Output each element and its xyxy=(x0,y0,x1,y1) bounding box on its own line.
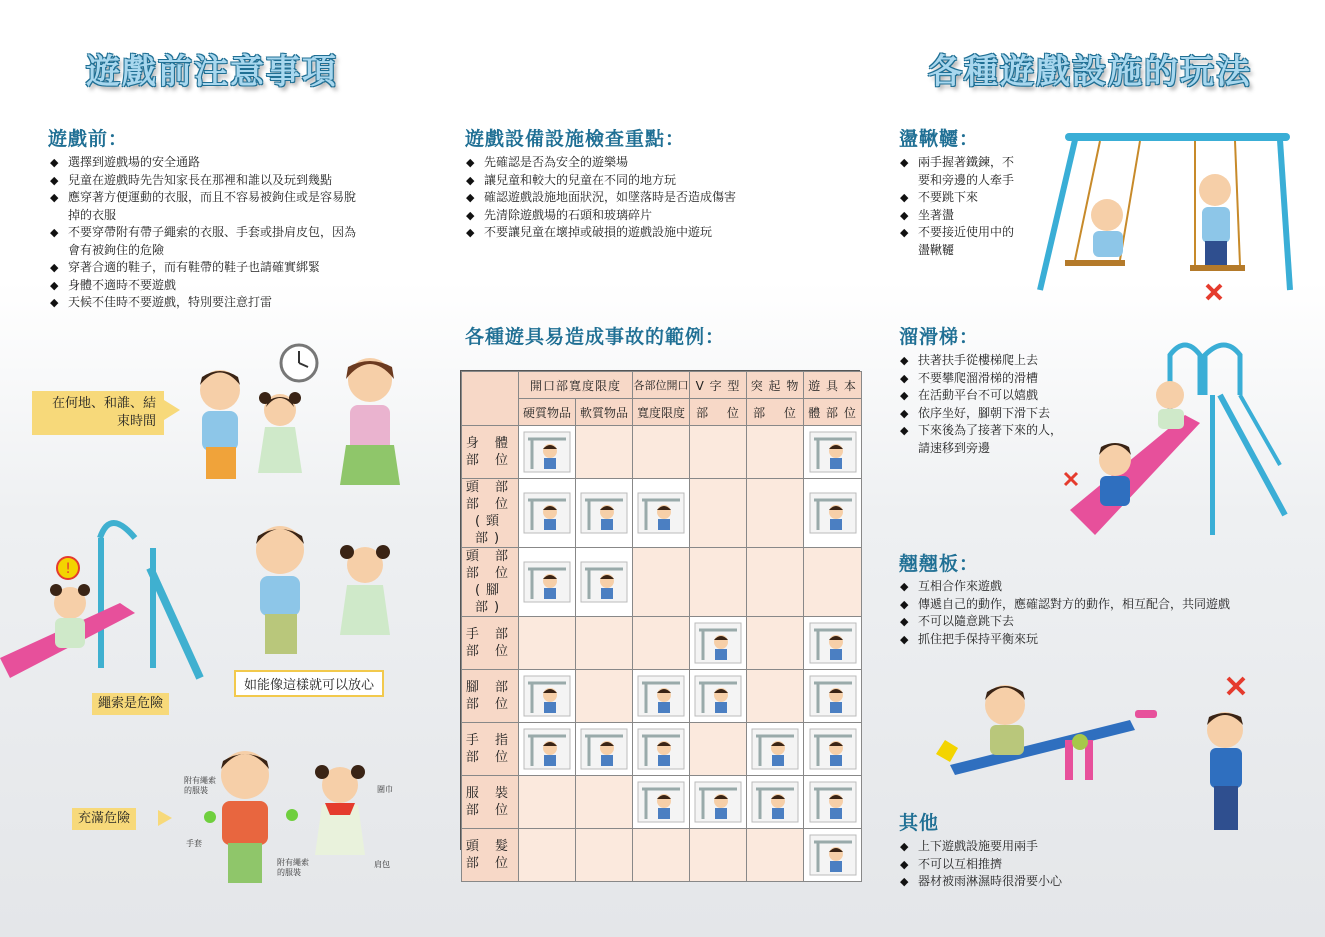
table-cell xyxy=(633,776,690,829)
table-cell xyxy=(519,548,576,617)
row-label-line: 腳 部 xyxy=(465,680,515,695)
table-cell xyxy=(747,548,804,617)
table-cell xyxy=(576,776,633,829)
table-row-header xyxy=(462,776,519,829)
col-body-bottom: 體 部 位 xyxy=(804,399,862,426)
row-label-line: 服 裝 xyxy=(465,786,515,801)
label-bag: 肩包 xyxy=(374,860,390,869)
col-body-top: 遊 具 本 xyxy=(804,372,862,399)
svg-text:!: ! xyxy=(65,561,71,577)
slide-item: ◆ 不要攀爬溜滑梯的滑槽 xyxy=(900,370,1080,388)
accident-example-icon xyxy=(808,429,858,475)
row-label-line: 手 指 xyxy=(465,733,515,748)
row-label-line: 身 體 xyxy=(465,436,515,451)
seesaw-item: ◆ 不可以隨意跳下去 xyxy=(900,613,1300,631)
before-play-list xyxy=(50,154,410,312)
accident-example-icon xyxy=(693,620,743,666)
inspection-item: ◆ 先確認是否為安全的遊樂場 xyxy=(466,154,846,172)
table-row-header xyxy=(462,548,519,617)
table-cell xyxy=(804,426,862,479)
label-scarf: 圍巾 xyxy=(377,785,393,794)
seesaw-heading: 翹翹板： xyxy=(899,553,980,575)
swing-heading: 盪鞦韆： xyxy=(899,128,980,150)
table-cell xyxy=(747,670,804,723)
swing-item: ◆ 不要接近使用中的 盪鞦韆 xyxy=(900,224,1040,259)
accident-example-icon xyxy=(522,726,572,772)
danger-callout xyxy=(72,808,136,830)
inspection-item: ◆ 讓兒童和較大的兒童在不同的地方玩 xyxy=(466,172,846,190)
table-cell xyxy=(519,776,576,829)
swing-list xyxy=(900,154,1040,259)
row-label-line: (腳部) xyxy=(474,583,506,615)
accident-example-icon xyxy=(808,832,858,878)
right-page-title: 各種遊戲設施的玩法 xyxy=(928,52,1252,92)
inspection-item: ◆ 先清除遊戲場的石頭和玻璃碎片 xyxy=(466,207,846,225)
table-cell xyxy=(804,670,862,723)
accident-example-icon xyxy=(636,779,686,825)
row-label-line: 部 位 xyxy=(465,750,515,765)
table-cell xyxy=(804,617,862,670)
before_play-item: ◆ 不要穿帶附有帶子繩索的衣服、手套或掛肩皮包，因為 會有被鉤住的危險 xyxy=(50,224,410,259)
table-cell xyxy=(519,426,576,479)
accident-example-icon xyxy=(693,779,743,825)
swing-item: ◆ 坐著盪 xyxy=(900,207,1040,225)
slide-heading: 溜滑梯： xyxy=(899,326,980,348)
accident-example-icon xyxy=(522,673,572,719)
accident-example-icon xyxy=(636,673,686,719)
table-cell xyxy=(519,829,576,882)
table-cell xyxy=(804,479,862,548)
row-label-line: 部 位 xyxy=(465,803,515,818)
ok-callout xyxy=(234,670,384,697)
table-cell xyxy=(804,723,862,776)
table-cell xyxy=(576,548,633,617)
accident-example-icon xyxy=(808,673,858,719)
row-label-line: 頭 部 xyxy=(465,549,515,564)
table-row-header xyxy=(462,479,519,548)
table-cell xyxy=(519,723,576,776)
table-cell xyxy=(519,479,576,548)
accident-example-icon xyxy=(750,726,800,772)
swing-item: ◆ 兩手握著鐵鍊，不 要和旁邊的人牽手 xyxy=(900,154,1040,189)
slide-item: ◆ 扶著扶手從樓梯爬上去 xyxy=(900,352,1080,370)
table-cell xyxy=(804,776,862,829)
table-cell xyxy=(690,723,747,776)
table-cell xyxy=(633,670,690,723)
col-hard: 硬質物品 xyxy=(519,399,576,426)
swing-item: ◆ 不要跳下來 xyxy=(900,189,1040,207)
row-label-line: (頸部) xyxy=(474,514,506,546)
table-cell xyxy=(747,776,804,829)
table-cell xyxy=(690,426,747,479)
table-cell xyxy=(690,617,747,670)
seesaw-item: ◆ 互相合作來遊戲 xyxy=(900,578,1300,596)
where-who-callout xyxy=(32,391,164,435)
other-list xyxy=(900,838,1200,891)
accident-example-icon xyxy=(636,490,686,536)
slide-item: ◆ 下來後為了接著下來的人， 請速移到旁邊 xyxy=(900,422,1080,457)
table-corner xyxy=(462,372,519,426)
col-v-top: V 字 型 xyxy=(690,372,747,399)
table-cell xyxy=(576,426,633,479)
row-label-line: 部 位 xyxy=(465,497,515,512)
table-cell xyxy=(519,670,576,723)
label-rope-clothes-1: 附有繩索 的服裝 xyxy=(184,776,216,795)
before_play-item: ◆ 身體不適時不要遊戲 xyxy=(50,277,410,295)
slide-item: ◆ 在活動平台不可以嬉戲 xyxy=(900,387,1080,405)
accident-example-icon xyxy=(808,490,858,536)
accident-example-icon xyxy=(808,620,858,666)
label-rope-clothes-2: 附有繩索 的服裝 xyxy=(277,858,309,877)
slide-item: ◆ 依序坐好，腳朝下滑下去 xyxy=(900,405,1080,423)
table-cell xyxy=(690,548,747,617)
accident-example-icon xyxy=(808,726,858,772)
inspection-heading: 遊戲設備設施檢查重點： xyxy=(465,128,686,150)
seesaw-list xyxy=(900,578,1300,648)
table-row-header xyxy=(462,723,519,776)
col-soft: 軟質物品 xyxy=(576,399,633,426)
table-cell xyxy=(690,776,747,829)
accident-example-icon xyxy=(636,726,686,772)
table-row-header xyxy=(462,829,519,882)
table-row-header xyxy=(462,426,519,479)
before_play-item: ◆ 穿著合適的鞋子，而有鞋帶的鞋子也請確實綁緊 xyxy=(50,259,410,277)
slide-illustration xyxy=(1060,335,1290,545)
table-cell xyxy=(576,479,633,548)
table-cell xyxy=(804,548,862,617)
row-label-line: 部 位 xyxy=(465,644,515,659)
label-gloves: 手套 xyxy=(186,839,202,848)
table-cell xyxy=(804,829,862,882)
accidents-heading: 各種遊具易造成事故的範例： xyxy=(465,326,726,348)
table-cell xyxy=(690,670,747,723)
col-bump-top: 突 起 物 xyxy=(747,372,804,399)
col-bump-bottom: 部 位 xyxy=(747,399,804,426)
seesaw-illustration xyxy=(930,670,1260,840)
table-cell xyxy=(576,723,633,776)
rope-danger-callout xyxy=(92,693,169,715)
table-cell xyxy=(690,829,747,882)
row-label-line: 頭 髮 xyxy=(465,839,515,854)
table-cell xyxy=(747,426,804,479)
table-cell xyxy=(576,829,633,882)
accident-example-icon xyxy=(579,726,629,772)
other-heading: 其他 xyxy=(899,812,940,834)
accident-example-icon xyxy=(579,559,629,605)
slide-list xyxy=(900,352,1080,457)
col-opening-group: 開口部寬度限度 xyxy=(519,372,633,399)
table-row-header xyxy=(462,670,519,723)
callout-pointer-icon xyxy=(164,400,180,420)
table-cell xyxy=(633,723,690,776)
table-cell xyxy=(747,829,804,882)
table-cell xyxy=(633,829,690,882)
before_play-item: ◆ 兒童在遊戲時先告知家長在那裡和誰以及玩到幾點 xyxy=(50,172,410,190)
row-label-line: 部 位 xyxy=(465,453,515,468)
accident-table xyxy=(460,370,860,871)
accident-example-icon xyxy=(808,779,858,825)
swing-illustration xyxy=(1035,125,1300,305)
row-label-line: 手 部 xyxy=(465,627,515,642)
accident-example-icon xyxy=(579,490,629,536)
before_play-item: ◆ 應穿著方便運動的衣服，而且不容易被鉤住或是容易脫 掉的衣服 xyxy=(50,189,410,224)
col-each-bottom: 寬度限度 xyxy=(633,399,690,426)
row-label-line: 部 位 xyxy=(465,697,515,712)
row-label-line: 頭 部 xyxy=(465,480,515,495)
safe-kids-illustration xyxy=(235,520,405,660)
table-cell xyxy=(519,617,576,670)
inspection-item: ◆ 確認遊戲設施地面狀況，如墜落時是否造成傷害 xyxy=(466,189,846,207)
rope-danger-text: 繩索是危險 xyxy=(98,696,164,711)
col-each-top: 各部位開口 xyxy=(633,372,690,399)
table-cell xyxy=(690,479,747,548)
row-label-line: 部 位 xyxy=(465,566,515,581)
col-v-bottom: 部 位 xyxy=(690,399,747,426)
accident-example-icon xyxy=(522,559,572,605)
rope-slide-illustration xyxy=(0,508,210,688)
danger-callout-text: 充滿危險 xyxy=(78,811,131,826)
ok-callout-text: 如能像這樣就可以放心 xyxy=(244,678,375,693)
before_play-item: ◆ 天候不佳時不要遊戲，特別要注意打雷 xyxy=(50,294,410,312)
other-item: ◆ 不可以互相推擠 xyxy=(900,856,1200,874)
accident-example-icon xyxy=(522,490,572,536)
family-illustration xyxy=(170,355,410,490)
table-row-header xyxy=(462,617,519,670)
accident-example-icon xyxy=(522,429,572,475)
where-who-text: 在何地、和誰、結 束時間 xyxy=(51,396,156,429)
table-cell xyxy=(633,426,690,479)
danger-pointer-icon xyxy=(158,810,172,826)
seesaw-item: ◆ 傳遞自己的動作，應確認對方的動作，相互配合，共同遊戲 xyxy=(900,596,1300,614)
table-cell xyxy=(747,617,804,670)
before_play-item: ◆ 選擇到遊戲場的安全通路 xyxy=(50,154,410,172)
table-cell xyxy=(747,479,804,548)
table-cell xyxy=(576,617,633,670)
seesaw-item: ◆ 抓住把手保持平衡來玩 xyxy=(900,631,1300,649)
before-play-heading: 遊戲前： xyxy=(48,128,129,150)
table-cell xyxy=(633,617,690,670)
table-cell xyxy=(747,723,804,776)
accident-example-icon xyxy=(750,779,800,825)
row-label-line: 部 位 xyxy=(465,856,515,871)
other-item: ◆ 上下遊戲設施要用兩手 xyxy=(900,838,1200,856)
other-item: ◆ 器材被雨淋濕時很滑要小心 xyxy=(900,873,1200,891)
table-cell xyxy=(633,479,690,548)
accident-example-icon xyxy=(693,673,743,719)
left-page-title: 遊戲前注意事項 xyxy=(86,52,338,92)
table-cell xyxy=(576,670,633,723)
inspection-item: ◆ 不要讓兒童在壞掉或破損的遊戲設施中遊玩 xyxy=(466,224,846,242)
table-cell xyxy=(633,548,690,617)
inspection-list xyxy=(466,154,846,242)
